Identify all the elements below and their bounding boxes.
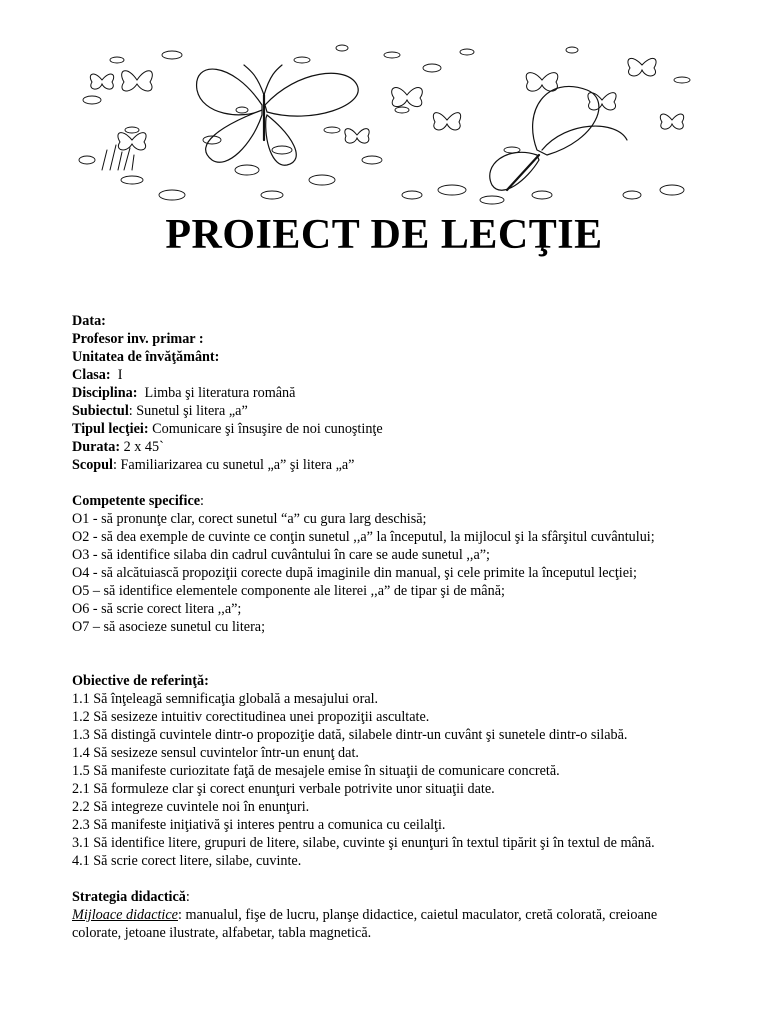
info-data [72, 312, 702, 330]
info-unitatea [72, 348, 702, 366]
obiectiv-item: 4.1 Să scrie corect litere, silabe, cuvinte. [72, 853, 302, 869]
document-body [72, 312, 702, 942]
obiectiv-item: 1.5 Să manifeste curiozitate faţă de mesajele emise în situaţii de comunicare concretă. [72, 763, 560, 779]
info-label: Scopul [72, 457, 114, 473]
obiectiv-item: 1.2 Să sesizeze intuitiv corectitudinea unei propoziţii ascultate. [72, 709, 430, 725]
document-title: PROIECT DE LECŢIE [165, 212, 603, 258]
obiectiv-item: 1.1 Să înţeleagă semnificaţia globală a mesajului oral. [72, 691, 379, 707]
info-scopul [72, 456, 702, 474]
competenta-item: O3 - să identifice silaba din cadrul cuvântului în care se aude sunetul ,,a”; [72, 547, 490, 563]
obiectiv-item: 2.1 Să formuleze clar şi corect enunţuri verbale potrivite unor situaţii date. [72, 781, 495, 797]
obiectiv-item: 1.3 Să distingă cuvintele dintr-o propoziţie dată, silabele dintr-un cuvânt şi sunetele dintr-o silabă. [72, 727, 628, 743]
info-durata [72, 438, 702, 456]
mijloace-didactice [72, 906, 702, 942]
strategia-heading: Strategia didactică [72, 889, 186, 905]
info-disciplina [72, 384, 702, 402]
info-profesor [72, 330, 702, 348]
strategia-heading-colon: : [185, 889, 190, 905]
competente-heading-row [72, 492, 702, 510]
info-tipul-lectiei [72, 420, 702, 438]
info-clasa [72, 366, 702, 384]
mijloace-label: Mijloace didactice [72, 907, 178, 923]
strategia-heading-row [72, 888, 702, 906]
info-label: Unitatea de învăţământ: [72, 349, 220, 365]
obiective-heading: Obiective de referinţă: [72, 673, 209, 689]
info-label: Disciplina: [72, 385, 138, 401]
competente-heading: Competente specifice [72, 493, 201, 509]
competenta-item: O2 - să dea exemple de cuvinte ce conţin sunetul ,,a” la începutul, la mijlocul şi la sfârşitul cuvântului; [72, 529, 655, 545]
info-value: 2 x 45` [120, 439, 164, 455]
obiectiv-item: 1.4 Să sesizeze sensul cuvintelor într-un enunţ dat. [72, 745, 359, 761]
info-label: Clasa: [72, 367, 111, 383]
info-value: Comunicare şi însuşire de noi cunoştinţe [148, 421, 383, 437]
butterflies-illustration [72, 40, 697, 205]
info-label: Data: [72, 313, 106, 329]
info-label: Profesor inv. primar : [72, 331, 204, 347]
obiectiv-item: 2.2 Să integreze cuvintele noi în enunţuri. [72, 799, 310, 815]
info-label: Durata: [72, 439, 121, 455]
obiectiv-item: 3.1 Să identifice litere, grupuri de litere, silabe, cuvinte şi enunţuri în textul tipărit şi în textul de mână. [72, 835, 655, 851]
mijloace-text: : manualul, fişe de lucru, planşe didactice, caietul maculator, cretă colorată, creioane colorate, jetoane ilustrate, alfabetar, tabla magnetică. [72, 907, 658, 941]
info-value: : Familiarizarea cu sunetul „a” şi litera „a” [113, 457, 355, 473]
obiectiv-item: 2.3 Să manifeste iniţiativă şi interes pentru a comunica cu ceilalţi. [72, 817, 446, 833]
info-label: Subiectul [72, 403, 129, 419]
competente-heading-colon: : [200, 493, 204, 509]
competenta-item: O4 - să alcătuiască propoziţii corecte după imaginile din manual, şi cele primite la începutul lecţiei; [72, 565, 637, 581]
info-label: Tipul lecţiei: [72, 421, 149, 437]
competenta-item: O7 – să asocieze sunetul cu litera; [72, 619, 266, 635]
competenta-item: O1 - să pronunţe clar, corect sunetul “a” cu gura larg deschisă; [72, 511, 427, 527]
info-value: I [110, 367, 123, 383]
info-value: : Sunetul şi litera „a” [128, 403, 248, 419]
competenta-item: O5 – să identifice elementele componente ale literei ,,a” de tipar şi de mână; [72, 583, 505, 599]
info-subiectul [72, 402, 702, 420]
competenta-item: O6 - să scrie corect litera ,,a”; [72, 601, 242, 617]
info-value: Limba şi literatura română [137, 385, 296, 401]
